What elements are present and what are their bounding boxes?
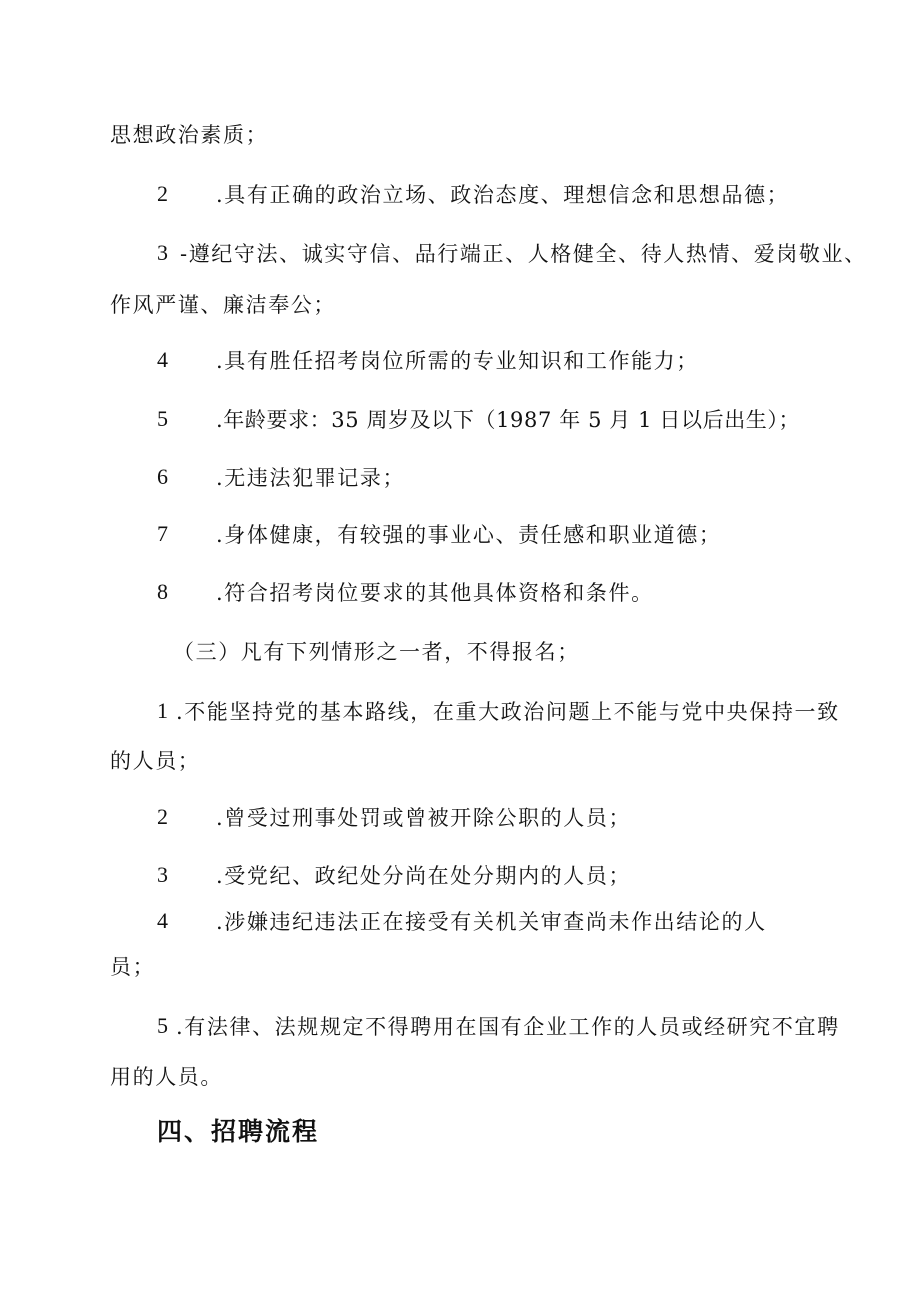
continuation-line: 思想政治素质；	[110, 123, 269, 147]
exclusion-text-continued: 员；	[110, 955, 156, 979]
exclusion-text-continued: 用的人员。	[110, 1065, 223, 1089]
exclusion-text-continued: 的人员；	[110, 749, 201, 773]
section-4-heading: 四、招聘流程	[157, 1117, 320, 1146]
condition-text: .符合招考岗位要求的其他具体资格和条件。	[216, 581, 654, 605]
condition-text: .具有正确的政治立场、政治态度、理想信念和思想品德；	[216, 183, 790, 207]
exclusion-text: .曾受过刑事处罚或曾被开除公职的人员；	[216, 806, 632, 830]
condition-text-continued: 作风严谨、廉洁奉公；	[110, 293, 336, 317]
exclusion-text: .不能坚持党的基本路线，在重大政治问题上不能与党中央保持一致	[176, 700, 840, 724]
exclusion-number: 3	[157, 862, 168, 887]
exclusion-number: 4	[157, 908, 168, 933]
condition-number: 3	[157, 240, 168, 265]
condition-text: .具有胜任招考岗位所需的专业知识和工作能力；	[216, 349, 699, 373]
section-3-title: （三）凡有下列情形之一者，不得报名；	[173, 640, 580, 664]
exclusion-text: .受党纪、政纪处分尚在处分期内的人员；	[216, 864, 632, 888]
condition-number: 5	[157, 406, 168, 431]
condition-number: 4	[157, 347, 168, 372]
condition-text: .年龄要求：35 周岁及以下（1987 年 5 月 1 日以后出生）；	[216, 408, 801, 432]
condition-number: 8	[157, 579, 168, 604]
condition-text: .身体健康，有较强的事业心、责任感和职业道德；	[216, 523, 722, 547]
exclusion-text: .涉嫌违纪违法正在接受有关机关审查尚未作出结论的人	[216, 910, 767, 934]
condition-text: -遵纪守法、诚实守信、品行端正、人格健全、待人热情、爱岗敬业、	[180, 242, 867, 266]
condition-number: 2	[157, 181, 168, 206]
condition-number: 6	[157, 464, 168, 489]
exclusion-number: 5	[157, 1013, 168, 1038]
exclusion-number: 2	[157, 804, 168, 829]
exclusion-text: .有法律、法规规定不得聘用在国有企业工作的人员或经研究不宜聘	[176, 1015, 840, 1039]
exclusion-number: 1	[157, 698, 168, 723]
condition-text: .无违法犯罪记录；	[216, 466, 406, 490]
condition-number: 7	[157, 521, 168, 546]
